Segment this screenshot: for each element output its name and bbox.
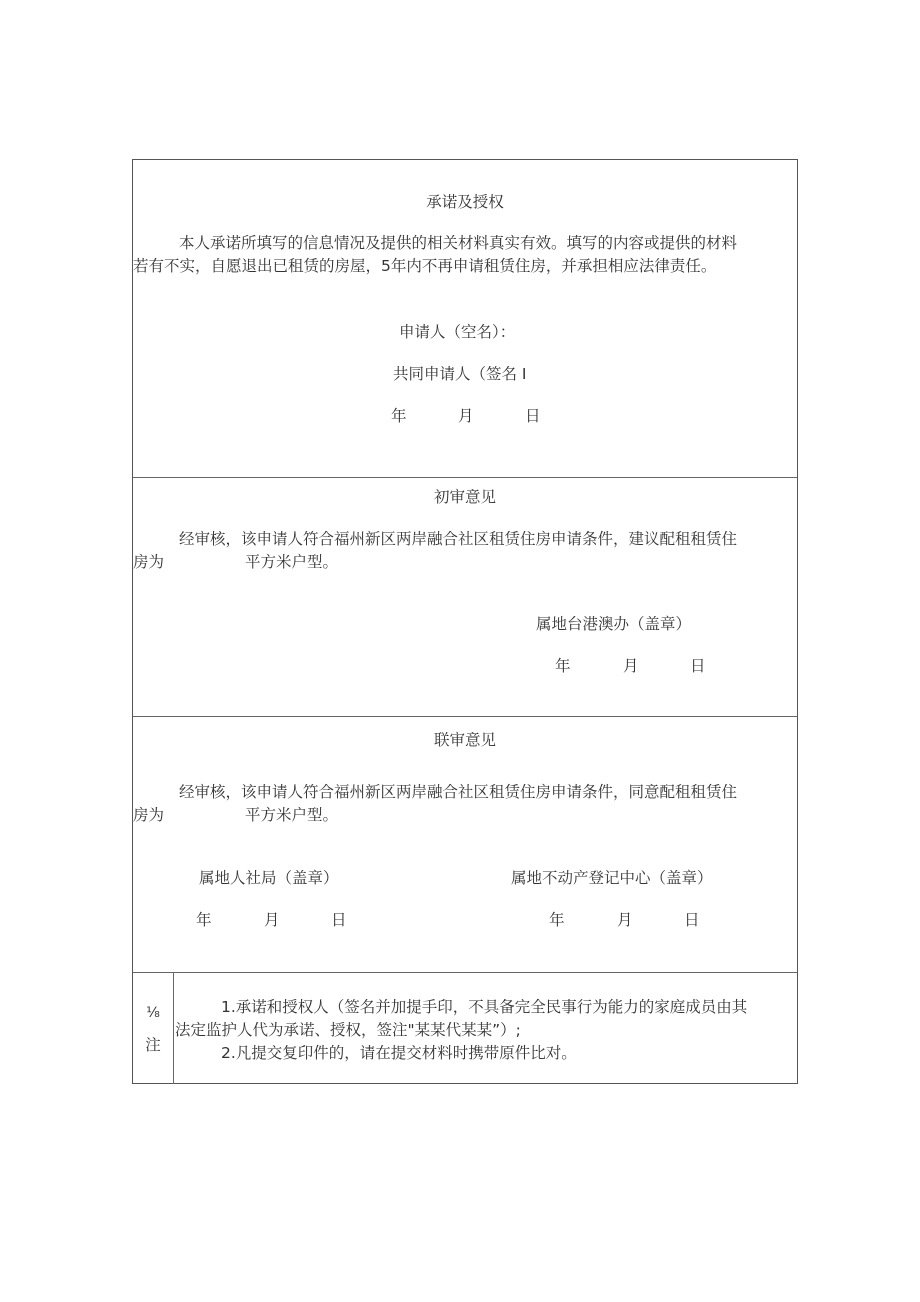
joint-right-date-month: 月 (617, 911, 633, 929)
initial-date-year: 年 (555, 657, 571, 675)
note-2: 2.凡提交复印件的，请在提交材料时携带原件比对。 (221, 1044, 577, 1062)
pledge-text-line2: 若有不实，自愿退出已租赁的房屋，5年内不再申请租赁住房，并承担相应法律责任。 (133, 257, 717, 275)
notes-section (133, 972, 797, 1084)
initial-review-text-suffix: 平方米户型。 (245, 553, 339, 571)
pledge-date-month: 月 (458, 407, 474, 425)
application-form-table (132, 159, 798, 1084)
pledge-text-line1: 本人承诺所填写的信息情况及提供的相关材料真实有效。填写的内容或提供的材料 (179, 234, 738, 252)
joint-left-date-month: 月 (264, 911, 280, 929)
initial-review-title: 初审意见 (433, 488, 496, 506)
joint-review-title: 联审意见 (433, 731, 496, 749)
pledge-date-day: 日 (525, 407, 541, 425)
initial-review-text-line1: 经审核，该申请人符合福州新区两岸融合社区租赁住房申请条件，建议配租租赁住 (179, 530, 738, 548)
real-estate-registration-seal-label: 属地不动产登记中心（盖章） (511, 869, 713, 887)
joint-left-date-year: 年 (196, 911, 212, 929)
initial-review-section (133, 477, 797, 717)
joint-left-date-day: 日 (331, 911, 347, 929)
co-applicant-signature-label: 共同申请人（签名 I (393, 365, 527, 383)
pledge-title: 承诺及授权 (426, 193, 504, 211)
initial-review-text-prefix: 房为 (133, 553, 165, 571)
note-1-line1: 1.承诺和授权人（签名并加提手印，不具备完全民事行为能力的家庭成员由其 (221, 998, 748, 1016)
initial-date-day: 日 (690, 657, 706, 675)
joint-right-date-year: 年 (549, 911, 565, 929)
joint-review-text-line1: 经审核，该申请人符合福州新区两岸融合社区租赁住房申请条件，同意配租租赁住 (179, 783, 738, 801)
initial-date-month: 月 (623, 657, 639, 675)
joint-review-section (133, 716, 797, 973)
pledge-section (133, 160, 797, 477)
hk-macao-taiwan-office-seal-label: 属地台港澳办（盖章） (536, 615, 692, 633)
notes-label-cell (133, 973, 174, 1084)
joint-review-text-suffix: 平方米户型。 (245, 806, 339, 824)
notes-label-text: 注 (145, 1036, 161, 1054)
joint-right-date-day: 日 (684, 911, 700, 929)
notes-label-mark: ⅛ (146, 1005, 160, 1021)
social-security-bureau-seal-label: 属地人社局（盖章） (199, 869, 339, 887)
joint-review-text-prefix: 房为 (133, 806, 165, 824)
applicant-signature-label: 申请人（空名）： (399, 323, 516, 341)
note-1-line2: 法定监护人代为承诺、授权，签注"某某代某某”）; (175, 1021, 521, 1039)
pledge-date-year: 年 (391, 407, 407, 425)
